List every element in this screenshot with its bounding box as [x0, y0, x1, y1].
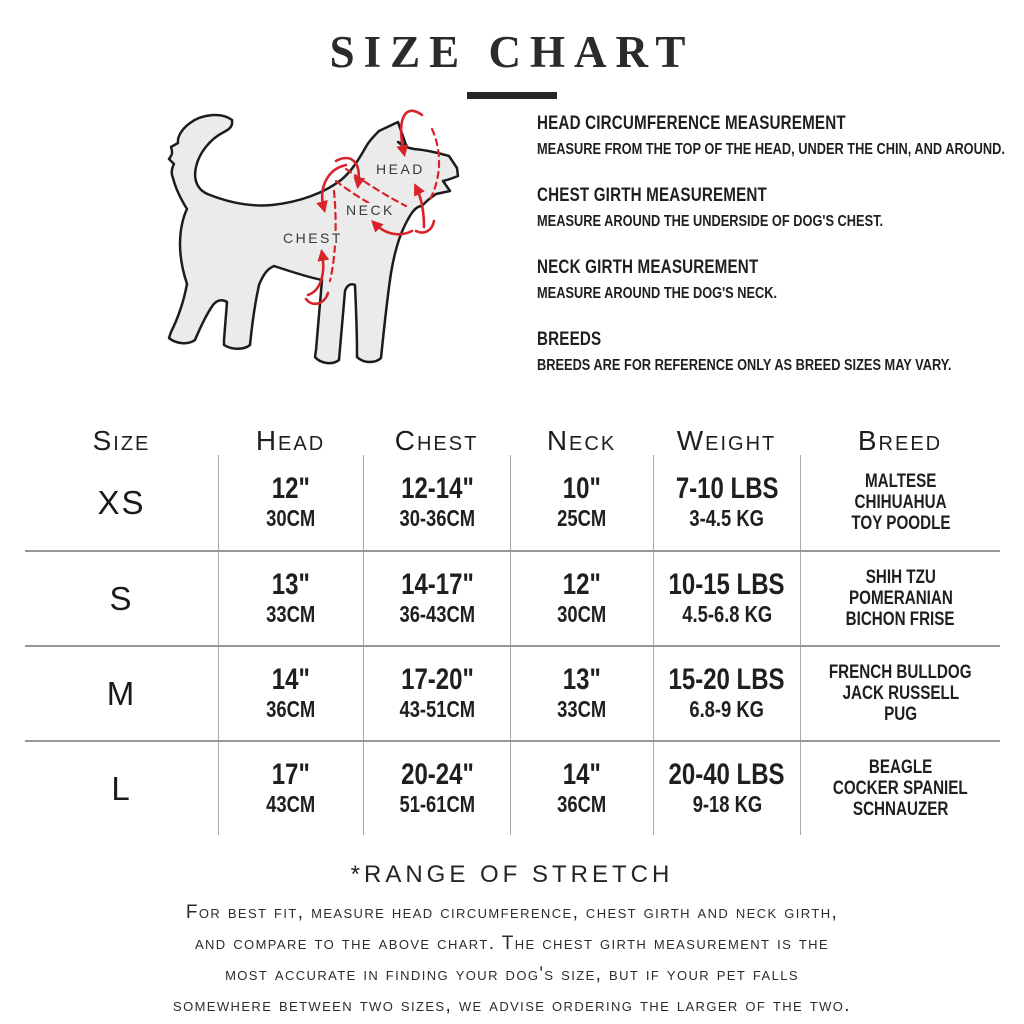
- instruction-chest-detail: MEASURE AROUND THE UNDERSIDE OF DOG'S CHEST.: [537, 213, 884, 230]
- head-inches: 14": [271, 663, 311, 696]
- breed-line: TOY POODLE: [850, 513, 951, 534]
- weight-kg: 6.8-9 KG: [689, 696, 765, 722]
- head-cell: [218, 552, 363, 645]
- chest-cm: 36-43CM: [399, 601, 475, 627]
- table-row-m: [25, 645, 1000, 740]
- chest-cm: 51-61CM: [399, 791, 475, 817]
- chest-cell: [363, 455, 510, 550]
- chest-inches: 20-24": [400, 758, 474, 791]
- breed-line: COCKER SPANIEL: [833, 778, 968, 799]
- instruction-neck-heading: NECK GIRTH MEASUREMENT: [537, 257, 759, 278]
- breed-cell: [800, 742, 1000, 835]
- column-header-weight: Weight: [676, 425, 777, 456]
- neck-cell: [510, 742, 653, 835]
- neck-inches: 10": [562, 472, 602, 505]
- size-value: XS: [97, 483, 146, 521]
- neck-cell: [510, 552, 653, 645]
- breed-line: SHIH TZU: [865, 567, 936, 588]
- breed-line: FRENCH BULLDOG: [829, 662, 972, 683]
- neck-inches: 13": [562, 663, 602, 696]
- neck-cell: [510, 455, 653, 550]
- breed-line: PUG: [884, 704, 917, 725]
- head-cell: [218, 742, 363, 835]
- neck-cm: 33CM: [557, 696, 607, 722]
- instruction-chest: [537, 184, 1002, 231]
- head-cell: [218, 647, 363, 740]
- neck-cm: 36CM: [557, 791, 607, 817]
- table-row-l: [25, 740, 1000, 835]
- breed-line: SCHNAUZER: [852, 799, 949, 820]
- chest-cell: [363, 647, 510, 740]
- instruction-head-detail: MEASURE FROM THE TOP OF THE HEAD, UNDER THE CHIN, AND AROUND.: [537, 141, 1005, 158]
- size-value: S: [109, 579, 134, 617]
- table-header-row: [25, 425, 1000, 455]
- dog-measurement-diagram: [140, 103, 520, 408]
- chest-label: CHEST: [283, 230, 343, 246]
- instruction-neck-detail: MEASURE AROUND THE DOG'S NECK.: [537, 285, 778, 302]
- fit-note-line: For best fit, measure head circumference, chest girth and neck girth,: [185, 902, 839, 923]
- fit-note-line: and compare to the above chart. The chest girth measurement is the: [194, 933, 830, 954]
- chest-inches: 17-20": [400, 663, 474, 696]
- size-value: L: [111, 769, 132, 807]
- instruction-chest-heading: CHEST GIRTH MEASUREMENT: [537, 185, 767, 206]
- head-inches: 17": [271, 758, 311, 791]
- fit-note-line: somewhere between two sizes, we advise ordering the larger of the two.: [173, 995, 851, 1016]
- chest-cell: [363, 742, 510, 835]
- weight-kg: 9-18 KG: [692, 791, 762, 817]
- fit-note-line: most accurate in finding your dog's size, but if your pet falls: [225, 964, 799, 985]
- chest-inches: 14-17": [400, 568, 474, 601]
- chest-cell: [363, 552, 510, 645]
- fit-note: [97, 897, 927, 1021]
- neck-inches: 14": [562, 758, 602, 791]
- breed-cell: [800, 552, 1000, 645]
- head-cm: 33CM: [266, 601, 316, 627]
- breed-line: POMERANIAN: [848, 588, 953, 609]
- weight-lbs: 7-10 LBS: [675, 472, 779, 505]
- weight-cell: [653, 455, 800, 550]
- weight-kg: 3-4.5 KG: [689, 505, 765, 531]
- title-underline: [467, 92, 557, 99]
- weight-lbs: 15-20 LBS: [668, 663, 786, 696]
- instruction-neck: [537, 256, 1002, 303]
- weight-cell: [653, 742, 800, 835]
- breed-line: BEAGLE: [868, 757, 933, 778]
- size-table: [25, 425, 1000, 835]
- chest-cm: 43-51CM: [399, 696, 475, 722]
- instruction-breeds-detail: BREEDS ARE FOR REFERENCE ONLY AS BREED SIZES MAY VARY.: [537, 357, 952, 374]
- head-inches: 13": [271, 568, 311, 601]
- weight-cell: [653, 647, 800, 740]
- head-cm: 36CM: [266, 696, 316, 722]
- table-row-s: [25, 550, 1000, 645]
- column-header-chest: Chest: [394, 425, 479, 456]
- head-cm: 30CM: [266, 505, 316, 531]
- dog-diagram-svg: [140, 103, 520, 408]
- head-inches: 12": [271, 472, 311, 505]
- breed-line: JACK RUSSELL: [842, 683, 959, 704]
- instruction-head-heading: HEAD CIRCUMFERENCE MEASUREMENT: [537, 113, 846, 134]
- column-header-neck: Neck: [546, 425, 617, 456]
- head-cell: [218, 455, 363, 550]
- head-label: HEAD: [376, 161, 425, 177]
- neck-cm: 25CM: [557, 505, 607, 531]
- page-title: SIZE CHART: [329, 27, 695, 77]
- neck-inches: 12": [562, 568, 602, 601]
- neck-label: NECK: [346, 202, 395, 218]
- table-row-xs: [25, 455, 1000, 550]
- range-of-stretch-title: *RANGE OF STRETCH: [350, 861, 674, 888]
- weight-lbs: 10-15 LBS: [668, 568, 786, 601]
- neck-cell: [510, 647, 653, 740]
- breed-line: BICHON FRISE: [846, 609, 955, 630]
- weight-lbs: 20-40 LBS: [668, 758, 786, 791]
- size-value: M: [106, 674, 137, 712]
- breed-cell: [800, 455, 1000, 550]
- measurement-instructions: [537, 112, 1005, 400]
- breed-line: CHIHUAHUA: [854, 492, 947, 513]
- column-header-head: Head: [255, 425, 326, 456]
- weight-cell: [653, 552, 800, 645]
- column-header-size: Size: [92, 425, 151, 456]
- instruction-breeds-heading: BREEDS: [537, 329, 602, 350]
- neck-cm: 30CM: [557, 601, 607, 627]
- weight-kg: 4.5-6.8 KG: [682, 601, 772, 627]
- column-header-breed: Breed: [857, 425, 943, 456]
- breed-cell: [800, 647, 1000, 740]
- breed-line: MALTESE: [864, 471, 937, 492]
- instruction-head: [537, 112, 1005, 159]
- chest-cm: 30-36CM: [399, 505, 475, 531]
- chest-inches: 12-14": [400, 472, 474, 505]
- head-cm: 43CM: [266, 791, 316, 817]
- instruction-breeds: [537, 328, 1002, 375]
